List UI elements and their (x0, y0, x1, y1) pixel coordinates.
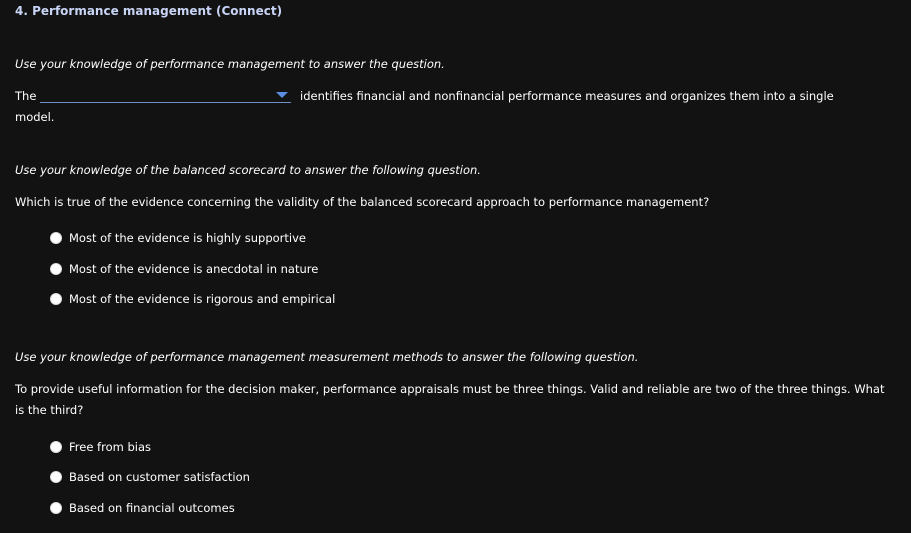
q2-option[interactable] (50, 231, 306, 245)
q3-option-label: Free from bias (69, 440, 152, 454)
radio-button[interactable] (50, 441, 62, 453)
q2-option[interactable] (50, 292, 335, 306)
q1-continuation: model. (15, 110, 55, 124)
section-title: 4. Performance management (Connect) (15, 4, 283, 18)
q3-option-label: Based on financial outcomes (69, 501, 235, 515)
q3-question-line2: is the third? (15, 403, 84, 417)
q1-instruction: Use your knowledge of performance management to answer the question. (15, 57, 445, 71)
radio-button[interactable] (50, 263, 62, 275)
radio-button[interactable] (50, 502, 62, 514)
q3-instruction: Use your knowledge of performance management measurement methods to answer the following question. (15, 350, 639, 364)
radio-button[interactable] (50, 232, 62, 244)
q3-option[interactable] (50, 501, 235, 515)
q3-question-line1: To provide useful information for the decision maker, performance appraisals must be three things. Valid and reliable are two of the three things. What (15, 382, 885, 396)
q2-option-label: Most of the evidence is rigorous and empirical (69, 292, 336, 306)
radio-button[interactable] (50, 293, 62, 305)
radio-button[interactable] (50, 471, 62, 483)
q2-question: Which is true of the evidence concerning the validity of the balanced scorecard approach to performance management? (15, 195, 710, 209)
chevron-down-icon[interactable] (276, 92, 288, 98)
q1-dropdown[interactable] (40, 87, 291, 103)
q2-option-label: Most of the evidence is highly supportive (69, 231, 306, 245)
q3-option-label: Based on customer satisfaction (69, 470, 250, 484)
q3-option[interactable] (50, 440, 151, 454)
q3-option[interactable] (50, 470, 250, 484)
q2-option-label: Most of the evidence is anecdotal in nature (69, 262, 319, 276)
q2-option[interactable] (50, 262, 318, 276)
q1-prefix: The (15, 89, 37, 103)
q2-instruction: Use your knowledge of the balanced scorecard to answer the following question. (15, 163, 481, 177)
q1-suffix: identifies financial and nonfinancial performance measures and organizes them into a single (300, 89, 834, 103)
